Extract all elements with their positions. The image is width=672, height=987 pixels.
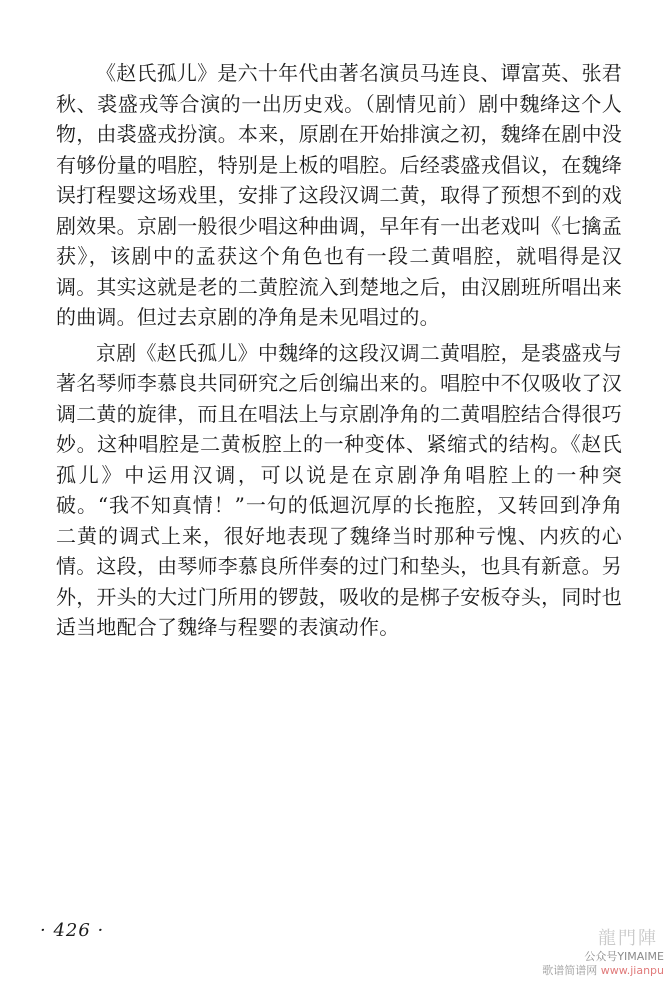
paragraph: 《赵氏孤儿》是六十年代由著名演员马连良、谭富英、张君秋、裘盛戎等合演的一出历史戏。（剧情见前）剧中魏绛这个人物，由裘盛戎扮演。本来，原剧在开始排演之初，魏绛在剧中没有够份量的唱腔，特别是上板的唱腔。后经裘盛戎倡议，在魏绛误打程婴这场戏里，安排了这段汉调二黄，取得了预想不到的戏剧效果。京剧一般很少唱这种曲调，早年有一出老戏叫《七擒孟获》，该剧中的孟获这个角色也有一段二黄唱腔，就唱得是汉调。其实这就是老的二黄腔流入到楚地之后，由汉剧班所唱出来的曲调。但过去京剧的净角是未见唱过的。: [56, 61, 622, 329]
watermark-caption: [542, 962, 664, 978]
watermark-caption-b: www.jianpu: [600, 964, 664, 977]
paragraph: 京剧《赵氏孤儿》中魏绛的这段汉调二黄唱腔，是裘盛戎与著名琴师李慕良共同研究之后创编出来的。唱腔中不仅吸收了汉调二黄的旋律，而且在唱法上与京剧净角的二黄唱腔结合得很巧妙。这种唱腔是二黄板腔上的一种变体、紧缩式的结构。《赵氏孤儿》中运用汉调，可以说是在京剧净角唱腔上的一种突破。“我不知真情！”一句的低迴沉厚的长拖腔，又转回到净角二黄的调式上来，很好地表现了魏绛当时那种亏愧、内疚的心情。这段，由琴师李慕良所伴奏的过门和垫头，也具有新意。另外，开头的大过门所用的锣鼓，吸收的是梆子安板夺头，同时也适当地配合了魏绛与程婴的表演动作。: [56, 340, 622, 639]
watermark-site: 公众号YIMAIME: [584, 950, 664, 963]
body-text: [56, 58, 622, 643]
watermark-logo: 龍門陣: [598, 928, 658, 949]
page-number: · 426 ·: [40, 920, 105, 941]
watermark-caption-a: 歌谱简谱网: [542, 964, 598, 977]
